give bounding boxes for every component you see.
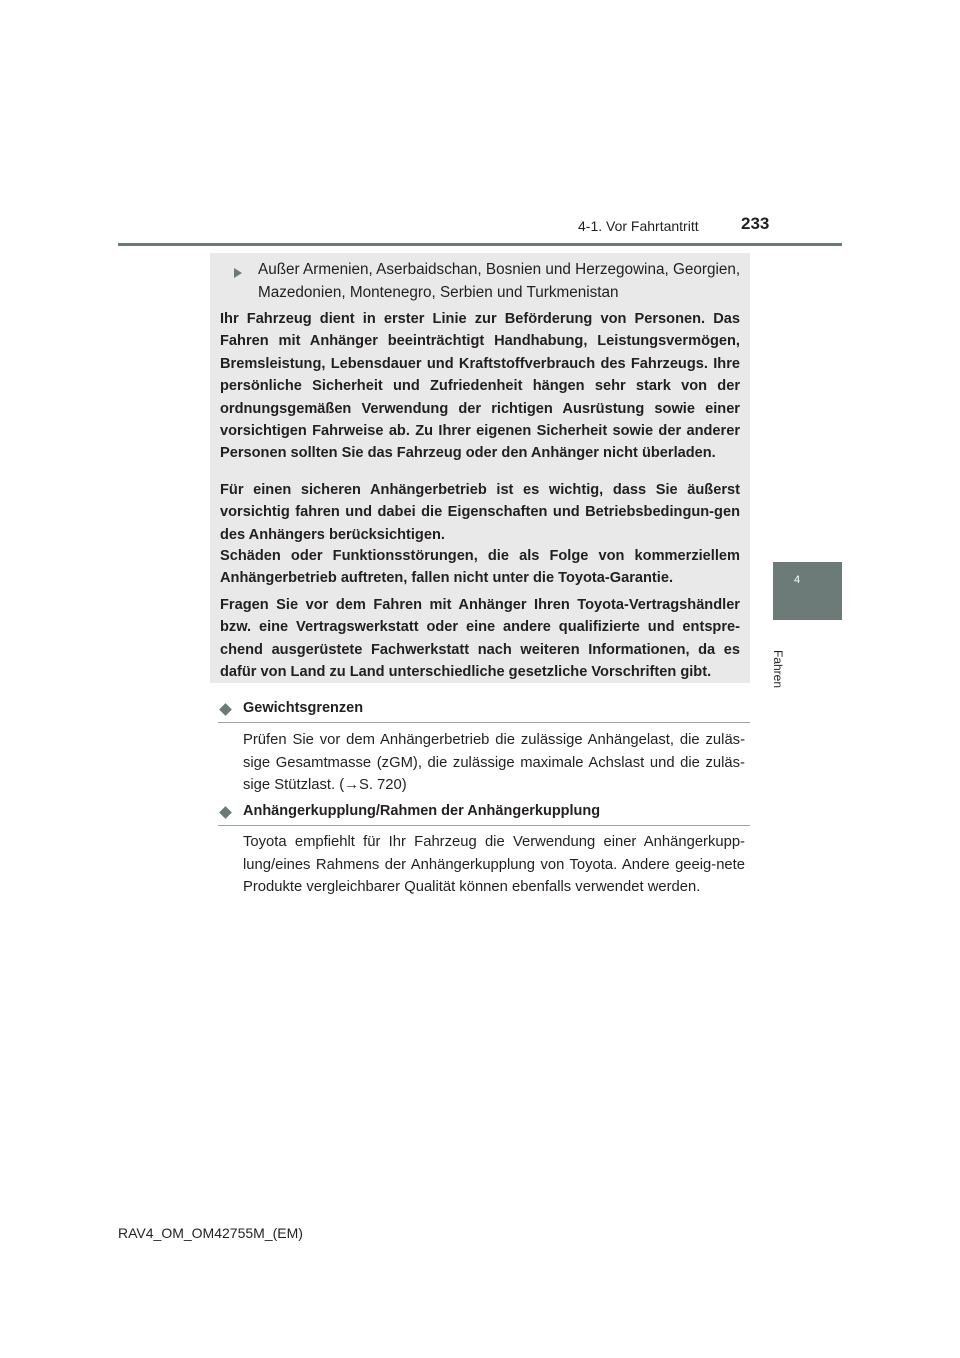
info-box xyxy=(210,253,750,683)
chapter-number: 4 xyxy=(793,574,801,586)
diamond-icon xyxy=(219,806,232,819)
header-divider xyxy=(118,243,842,246)
section-body: Toyota empfiehlt für Ihr Fahrzeug die Verwendung einer Anhängerkupp-lung/eines Rahmens der Anhängerkupplung von Toyota. Andere geeig-nete Produkte vergleichbarer Qualität können ebenfalls verwendet werden. xyxy=(243,834,745,896)
info-paragraph: Für einen sicheren Anhängerbetrieb ist es wichtig, dass Sie äußerst vorsichtig fahren und dabei die Eigenschaften und Betriebsbedingun-gen des Anhängers berücksichtigen. xyxy=(220,482,740,543)
document-code: RAV4_OM_OM42755M_(EM) xyxy=(118,1225,303,1241)
section-title: Gewichtsgrenzen xyxy=(243,700,364,716)
section-title: Anhängerkupplung/Rahmen der Anhängerkupplung xyxy=(243,803,601,819)
info-paragraph: Schäden oder Funktionsstörungen, die als Folge von kommerziellem Anhängerbetrieb auftreten, fallen nicht unter die Toyota-Garantie. xyxy=(220,548,740,587)
section-body: Prüfen Sie vor dem Anhängerbetrieb die zulässige Anhängelast, die zuläs-sige Gesamtmasse (zGM), die zulässige maximale Achslast und die zuläs-sige Stützlast. (→S. 720) xyxy=(243,732,745,794)
section-heading: 4-1. Vor Fahrtantritt xyxy=(578,218,699,234)
section-heading-hitch xyxy=(218,803,750,826)
diamond-icon xyxy=(219,703,232,716)
bullet-text: Außer Armenien, Aserbaidschan, Bosnien und Herzegowina, Georgien, Mazedonien, Montenegro, Serbien und Turkmenistan xyxy=(258,261,741,301)
chapter-label: Fahren xyxy=(771,650,785,689)
triangle-bullet-icon xyxy=(234,268,242,278)
section-heading-weight-limits xyxy=(218,700,750,723)
chapter-tab xyxy=(773,562,842,620)
page-number: 233 xyxy=(741,214,770,233)
info-paragraph: Fragen Sie vor dem Fahren mit Anhänger Ihren Toyota-Vertragshändler bzw. eine Vertragswerkstatt oder eine andere qualifizierte und entspre-chend ausgerüstete Fachwerkstatt nach weiteren Informationen, da es dafür von Land zu Land unterschiedliche gesetzliche Vorschriften gibt. xyxy=(220,597,740,681)
bullet-item xyxy=(232,259,758,304)
info-paragraph: Ihr Fahrzeug dient in erster Linie zur Beförderung von Personen. Das Fahren mit Anhänger beeinträchtigt Handhabung, Leistungsvermögen, Bremsleistung, Lebensdauer und Kraftstoffverbrauch des Fahrzeugs. Ihre persönliche Sicherheit und Zufriedenheit hängen sehr stark von der ordnungsgemäßen Verwendung der richtigen Ausrüstung sowie einer vorsichtigen Fahrweise ab. Zu Ihrer eigenen Sicherheit sowie der anderer Personen sollten Sie das Fahrzeug oder den Anhänger nicht überladen. xyxy=(220,311,740,462)
